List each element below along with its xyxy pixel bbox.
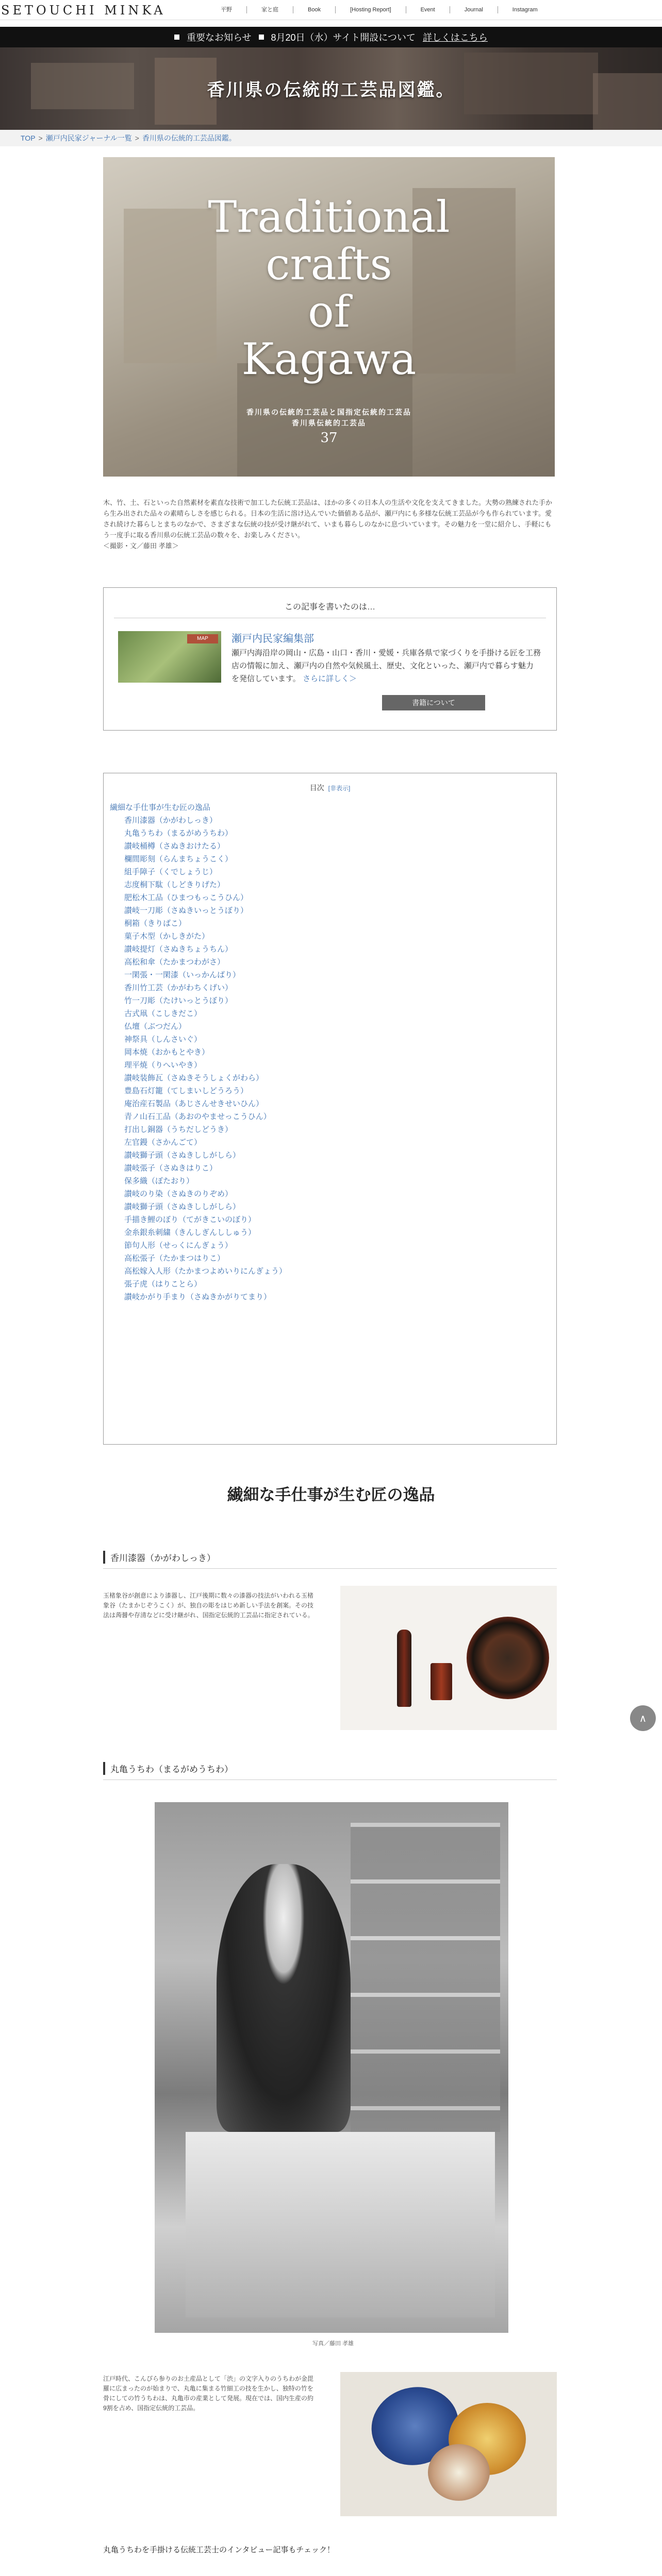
toc-item-link[interactable]: 丸亀うちわ（まるがめうちわ）	[124, 829, 233, 838]
interview-cta[interactable]: 丸亀うちわを手掛ける伝統工芸士のインタビュー記事もチェック！	[103, 2546, 335, 2554]
intro-paragraph	[103, 497, 557, 551]
book-about-button[interactable]: 書籍について	[382, 695, 485, 710]
toc-item-link[interactable]: 肥松木工品（ひまつもっこうひん）	[124, 893, 249, 902]
breadcrumb-top[interactable]: TOP	[21, 134, 36, 142]
site-header	[0, 0, 662, 20]
toc-item-link[interactable]: 左官鏝（さかんごて）	[124, 1138, 202, 1147]
breadcrumb-current[interactable]: 香川県の伝統的工芸品図鑑。	[142, 134, 236, 142]
author-description	[231, 647, 541, 685]
toc-item-link[interactable]: 張子虎（はりことら）	[124, 1280, 202, 1289]
cover-title-line: of	[308, 286, 350, 337]
toc-item-link[interactable]: 金糸銀糸刺繍（きんしぎんししゅう）	[124, 1228, 256, 1237]
item-text: 玉楮象谷が創意により漆器し、江戸後期に数々の漆器の技法がいわれる玉楮象谷（たまかじぞうこく）が、独自の彫をはじめ新しい手法を創案。その技法は蒟醤や存清などに受け継がれ、国指定伝統的工芸品に指定されている。	[103, 1592, 314, 1619]
photo-shape	[217, 1864, 351, 2132]
intro-credit: ＜撮影・文／藤田 孝雄＞	[103, 542, 179, 550]
lacquerware-photo	[340, 1586, 557, 1730]
item-heading: 香川漆器（かがわしっき）	[103, 1551, 557, 1564]
author-more-link[interactable]: さらに詳しく＞	[302, 674, 357, 683]
toc-item-link[interactable]: 桐箱（きりばこ）	[124, 919, 187, 928]
breadcrumb-journal-list[interactable]: 瀬戸内民家ジャーナル一覧	[45, 134, 132, 142]
cover-number: 37	[320, 430, 338, 446]
item-heading: 丸亀うちわ（まるがめうちわ）	[103, 1762, 557, 1775]
breadcrumb	[0, 130, 662, 146]
toc-toggle[interactable]: [非表示]	[328, 785, 351, 792]
author-thumbnail	[118, 631, 221, 683]
photo-shape	[428, 2444, 490, 2501]
cover-title-line: Kagawa	[241, 334, 417, 384]
photo-shape	[397, 1630, 411, 1707]
toc-item-link[interactable]: 仏壇（ぶつだん）	[124, 1022, 187, 1031]
toc-heading: 目次	[309, 784, 324, 792]
page-title: 香川県の伝統的工芸品図鑑。	[207, 80, 455, 100]
toc-item-link[interactable]: 岡本焼（おかもとやき）	[124, 1048, 210, 1057]
toc-item-link[interactable]: 神祭具（しんさいぐ）	[124, 1035, 202, 1044]
toc-item-link[interactable]: 讃岐張子（さぬきはりこ）	[124, 1164, 218, 1173]
hero-banner	[0, 47, 662, 130]
cover-image	[103, 157, 555, 477]
nav-item-journal[interactable]: Journal	[450, 6, 498, 13]
toc-item-link[interactable]: 組手障子（くでしょうじ）	[124, 868, 218, 876]
scroll-to-top-button[interactable]: ∧	[630, 1705, 656, 1731]
toc-item-link[interactable]: 讃岐一刀彫（さぬきいっとうぼり）	[124, 906, 249, 915]
photo-shape	[467, 1617, 549, 1699]
intro-text: 木、竹、土、石といった自然素材を素直な技術で加工した伝統工芸品は、ほかの多くの日本人の生活や文化を支えてきました。大勢の熟練された手から生み出された品々の素晴らしさを感じられる。日本の生活に溶け込んでいた価値ある品が、瀬戸内にも多様な伝統工芸品が今も作られています。愛され続けた暮らしとまちのなかで、さまざまな伝統の技が受け継がれて、いまも暮らしのなかに息づいています。その魅力を一堂に紹介し、手軽にもう一度手に取る香川県の伝統工芸品の数々を、お楽しみください。	[103, 499, 553, 539]
table-of-contents	[103, 773, 557, 1445]
nav-item-book[interactable]: Book	[293, 6, 335, 13]
cover-subtitle-2: 香川県伝統的工芸品	[292, 419, 366, 428]
toc-item-link[interactable]: 讃岐獅子頭（さぬきししがしら）	[124, 1202, 241, 1211]
nav-item-instagram[interactable]: Instagram	[498, 6, 552, 13]
nav-item-event[interactable]: Event	[406, 6, 450, 13]
toc-item-link[interactable]: 讃岐獅子頭（さぬきししがしら）	[124, 1151, 241, 1160]
nav-item-hosting-report[interactable]: [Hosting Report]	[335, 6, 405, 13]
toc-item-link[interactable]: 志度桐下駄（しどきりげた）	[124, 880, 225, 889]
notice-label: 重要なお知らせ	[187, 32, 252, 43]
photo-shape	[186, 2132, 495, 2317]
toc-item-link[interactable]: 讃岐装飾瓦（さぬきそうしょくがわら）	[124, 1074, 264, 1082]
thumbnail-label: MAP	[187, 634, 218, 643]
toc-item-link[interactable]: 手描き鯉のぼり（てがきこいのぼり）	[124, 1215, 256, 1224]
nav-item-house-garden[interactable]: 家と庭	[246, 6, 293, 13]
toc-item-link[interactable]: 打出し銅器（うちだしどうき）	[124, 1125, 233, 1134]
site-logo[interactable]: SETOUCHI MINKA	[1, 3, 166, 18]
toc-heading-row	[104, 783, 556, 793]
breadcrumb-separator: >	[38, 134, 43, 142]
toc-item-link[interactable]: 庵治産石製品（あじさんせきせいひん）	[124, 1099, 264, 1108]
section-title: 繊細な手仕事が生む匠の逸品	[227, 1486, 435, 1504]
photo-caption: 写真／藤田 孝雄	[312, 2341, 354, 2347]
toc-item-link[interactable]: 古式凧（こしきだこ）	[124, 1009, 202, 1018]
fan-craftsman-photo	[155, 1802, 508, 2333]
notice-text: 8月20日（水）サイト開設について	[271, 32, 416, 43]
photo-shape	[351, 1823, 500, 2132]
toc-section-link[interactable]: 繊細な手仕事が生む匠の逸品	[110, 803, 211, 812]
toc-list	[110, 801, 287, 1303]
toc-item-link[interactable]: 理平焼（りへいやき）	[124, 1061, 202, 1070]
toc-item-link[interactable]: 讃岐かがり手まり（さぬきかがりてまり）	[124, 1293, 272, 1301]
toc-item-link[interactable]: 一閑張・一閑漆（いっかんばり）	[124, 971, 241, 979]
notice-square-icon	[259, 35, 264, 40]
author-name[interactable]: 瀬戸内民家編集部	[231, 632, 314, 645]
toc-item-link[interactable]: 高松張子（たかまつはりこ）	[124, 1254, 225, 1263]
toc-item-link[interactable]: 節句人形（せっくにんぎょう）	[124, 1241, 233, 1250]
toc-item-link[interactable]: 香川漆器（かがわしっき）	[124, 816, 218, 825]
toc-item-link[interactable]: 讃岐桶樽（さぬきおけたる）	[124, 842, 225, 851]
item-text: 江戸時代、こんぴら参りのお土産品として「渋」の文字入りのうちわが金毘羅に広まったのが始まりで、丸亀に集まる竹細工の技を生かし、独特の竹を骨にしての竹うちわは、丸亀市の産業として発展。現在では、国内生産の約9割を占め、国指定伝統的工芸品。	[103, 2375, 314, 2412]
notice-bar	[0, 27, 662, 47]
author-box	[103, 587, 557, 731]
toc-item-link[interactable]: 讃岐のり染（さぬきのりぞめ）	[124, 1190, 233, 1198]
author-heading: この記事を書いたのは…	[284, 603, 375, 612]
toc-item-link[interactable]: 豊島石灯籠（てしまいしどうろう）	[124, 1087, 249, 1095]
global-nav	[206, 0, 552, 20]
photo-shape	[431, 1663, 452, 1700]
toc-item-link[interactable]: 菓子木型（かしきがた）	[124, 932, 210, 941]
toc-item-link[interactable]: 竹一刀彫（たけいっとうぼり）	[124, 996, 233, 1005]
cover-subtitle: 香川県の伝統的工芸品と国指定伝統的工芸品	[246, 409, 411, 417]
toc-item-link[interactable]: 香川竹工芸（かがわちくげい）	[124, 984, 233, 992]
toc-item-link[interactable]: 欄間彫刻（らんまちょうこく）	[124, 855, 233, 863]
toc-item-link[interactable]: 青ノ山石工品（あおのやませっこうひん）	[124, 1112, 271, 1121]
cover-title	[103, 193, 555, 383]
toc-item-link[interactable]: 高松嫁入人形（たかまつよめいりにんぎょう）	[124, 1267, 287, 1276]
notice-link[interactable]: 詳しくはこちら	[422, 32, 488, 43]
toc-item-link[interactable]: 高松和傘（たかまつわがさ）	[124, 958, 225, 967]
nav-item-heiya[interactable]: 平野	[221, 7, 232, 13]
cover-title-line: Traditional	[208, 192, 450, 242]
uchiwa-fans-photo	[340, 2372, 557, 2516]
cover-title-line: crafts	[266, 239, 392, 290]
breadcrumb-separator: >	[135, 134, 139, 142]
toc-item-link[interactable]: 保多織（ぼたおり）	[124, 1177, 194, 1185]
toc-item-link[interactable]: 讃岐提灯（さぬきちょうちん）	[124, 945, 233, 954]
author-description-text: 瀬戸内海沿岸の岡山・広島・山口・香川・愛媛・兵庫各県で家づくりを手掛ける匠を工務店の情報に加え、瀬戸内の自然や気候風土、歴史、文化といった、瀬戸内で暮らす魅力を発信しています。	[231, 649, 541, 683]
notice-square-icon	[174, 35, 179, 40]
